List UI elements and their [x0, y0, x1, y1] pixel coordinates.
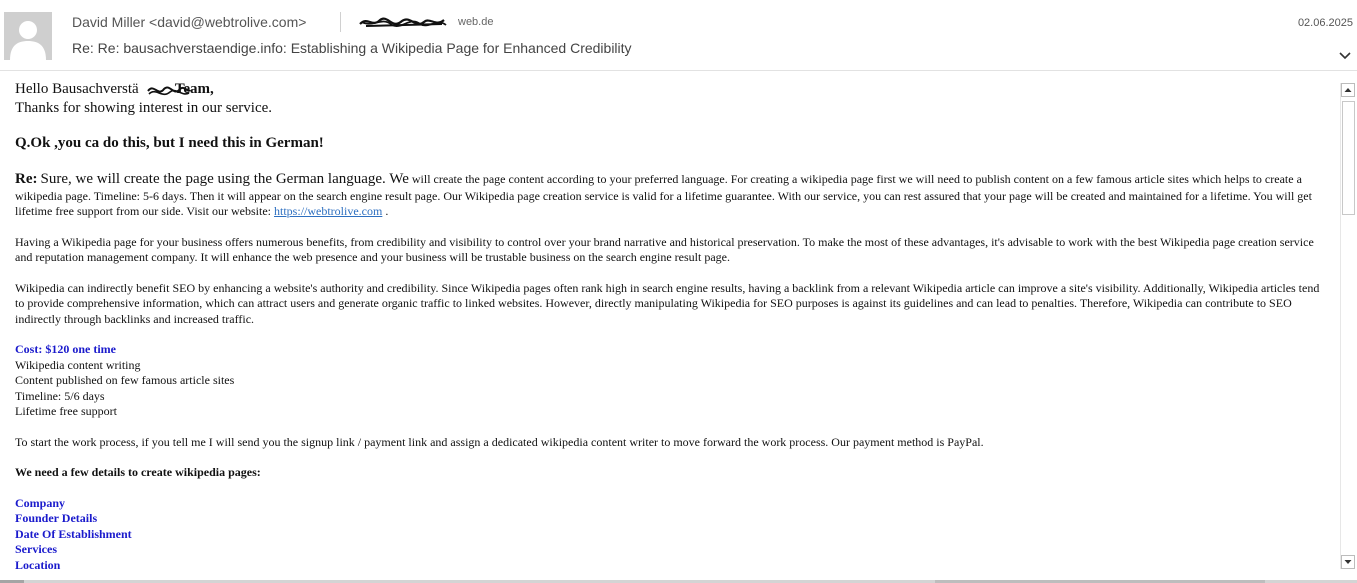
header-divider: [340, 12, 341, 32]
spacer: [15, 220, 1329, 235]
re-label: Re:: [15, 170, 38, 187]
spacer: [15, 266, 1329, 281]
details-heading: We need a few details to create wikipedia pages:: [15, 465, 261, 479]
redaction-scribble: [358, 12, 450, 34]
spacer: [15, 450, 1329, 465]
detail-item: Company: [15, 495, 66, 510]
detail-item: Location: [15, 557, 61, 570]
vertical-scrollbar[interactable]: [1340, 83, 1355, 569]
detail-item: Founder Details: [15, 511, 98, 525]
chevron-down-icon[interactable]: [1337, 48, 1353, 64]
greeting-end: Team,: [174, 81, 214, 97]
greeting: [15, 80, 1329, 99]
thanks-line: Thanks for showing interest in our service.: [15, 100, 273, 116]
sender-avatar[interactable]: [4, 12, 52, 60]
message-body: [15, 80, 1329, 570]
scroll-down-icon[interactable]: [1341, 555, 1355, 569]
cost-line: Cost: $120 one time: [15, 342, 116, 356]
spacer: [15, 327, 1329, 342]
spacer: [15, 481, 1329, 496]
sender-address[interactable]: David Miller <david@webtrolive.com>: [72, 14, 307, 30]
website-link[interactable]: https://webtrolive.com: [274, 204, 383, 218]
redaction-scribble: [146, 81, 192, 101]
feature-item: Wikipedia content writing: [15, 357, 141, 372]
feature-item: Timeline: 5/6 days: [15, 388, 105, 403]
process-paragraph: To start the work process, if you tell me I will send you the signup link / payment link and assign a dedicated wikipedia content writer to move forward the work process. Our payment method is PayPal.: [15, 434, 984, 449]
scroll-up-icon[interactable]: [1341, 83, 1355, 97]
greeting-start: Hello Bausachverstä: [15, 81, 139, 97]
feature-item: Content published on few famous article sites: [15, 373, 235, 387]
seo-paragraph: Wikipedia can indirectly benefit SEO by enhancing a website's authority and credibility. Since Wikipedia pages often rank high in search engine results, having a backlink from a relevant Wikipedia article can improve a site's visibility. Additionally, Wikipedia articles tend to provide comprehensive information, which can attract users and generate organic traffic to linked websites. However, directly manipulating Wikipedia for SEO purposes is against its guidelines and can lead to penalties. Therefore, Wikipedia can contribute to SEO indirectly through backlinks and increased traffic.: [15, 280, 1320, 326]
benefits-paragraph: Having a Wikipedia page for your business offers numerous benefits, from credibility and visibility to control over your brand narrative and historical preservation. To make the most of these advantages, it's advisable to work with the best Wikipedia page creation service and reputation management company. It will enhance the web presence and your business will be trustable business on the search engine result page.: [15, 234, 1314, 264]
message-subject: Re: Re: bausachverstaendige.info: Establishing a Wikipedia Page for Enhanced Credibility: [72, 40, 632, 56]
scrollbar-thumb[interactable]: [1342, 101, 1355, 215]
period: .: [385, 204, 389, 218]
feature-item: Lifetime free support: [15, 404, 117, 418]
message-header: [0, 0, 1357, 71]
re-text: will create the page content according to your preferred language. For creating a wikipedia page first we will need to publish content on a few famous article sites which helps to create a wikipedia page. Timeline: 5-6 days. Then it will appear on the search engine result page. Our Wikipedia page creation service is valid for a lifetime guarantee. With our service, you can rest assured that your page will be created and maintained for a lifetime. You will get lifetime free support from our side. Visit our website:: [15, 171, 1312, 218]
spacer: [15, 420, 1329, 435]
detail-item: Services: [15, 542, 57, 556]
message-date: 02.06.2025: [1297, 17, 1353, 29]
user-silhouette-icon: [4, 12, 52, 60]
reply-paragraph: [15, 170, 1329, 220]
re-lead: Sure, we will create the page using the German language. We: [40, 170, 409, 187]
customer-question: Q.Ok ,you ca do this, but I need this in German!: [15, 135, 324, 151]
detail-item: Date Of Establishment: [15, 526, 132, 541]
recipient-domain: web.de: [458, 16, 494, 28]
